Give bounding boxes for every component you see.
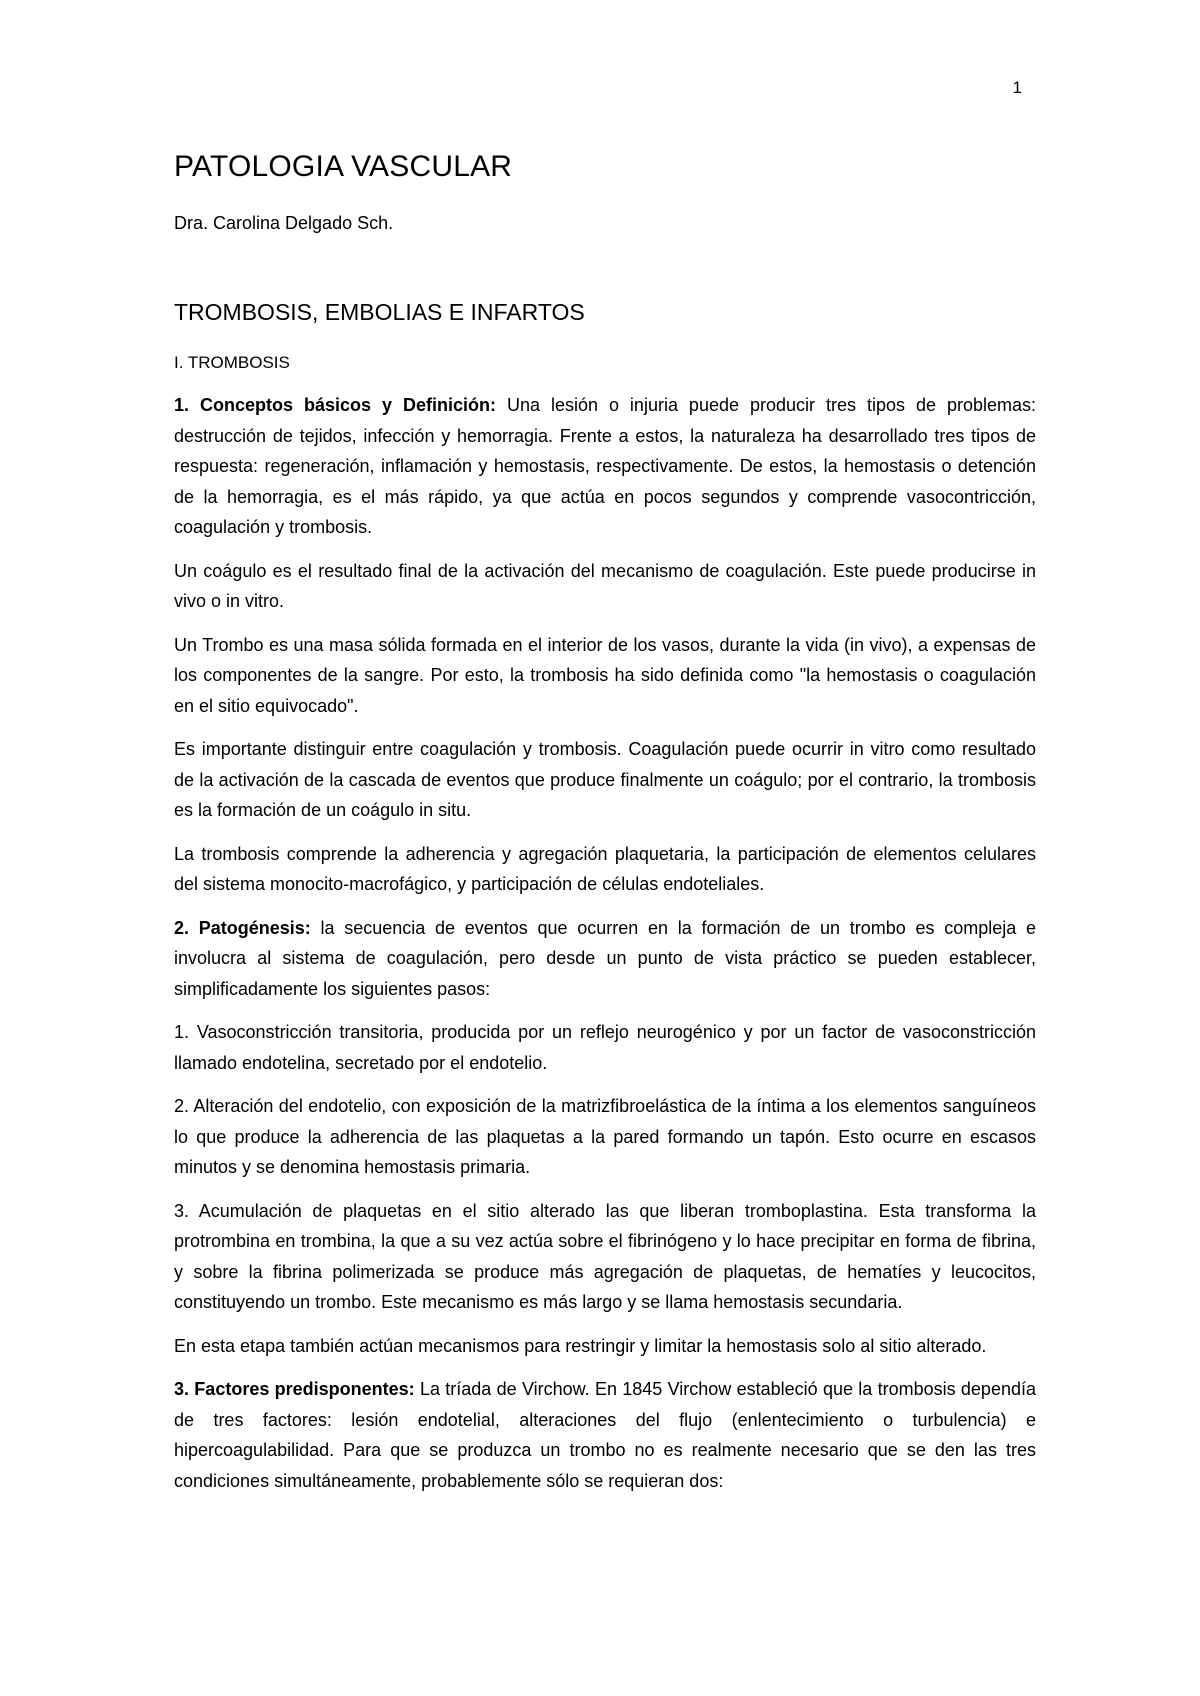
paragraph — [174, 630, 1036, 722]
page-number: 1 — [1012, 78, 1022, 97]
paragraph — [174, 1017, 1036, 1078]
subsection-title: I. TROMBOSIS — [174, 353, 290, 372]
paragraph — [174, 913, 1036, 1005]
paragraph — [174, 734, 1036, 826]
paragraph — [174, 390, 1036, 543]
paragraph-text: Un coágulo es el resultado final de la activación del mecanismo de coagulación. Este puede producirse in vivo o in vitro. — [174, 560, 1036, 611]
paragraph-text: En esta etapa también actúan mecanismos para restringir y limitar la hemostasis solo al sitio alterado. — [174, 1335, 987, 1356]
paragraph — [174, 839, 1036, 900]
section-title: TROMBOSIS, EMBOLIAS E INFARTOS — [174, 299, 585, 325]
paragraph — [174, 1331, 1036, 1362]
document-title: PATOLOGIA VASCULAR — [174, 150, 513, 183]
paragraph-text: 3. Acumulación de plaquetas en el sitio alterado las que liberan tromboplastina. Esta transforma la protrombina en trombina, la que a su vez actúa sobre el fibrinógeno y lo hace precipitar en forma de fibrina, y sobre la fibrina polimerizada se produce más agregación de plaquetas, de hematíes y leucocitos, constituyendo un trombo. Este mecanismo es más largo y se llama hemostasis secundaria. — [174, 1200, 1036, 1312]
paragraph — [174, 1196, 1036, 1318]
paragraph-text: Un Trombo es una masa sólida formada en el interior de los vasos, durante la vida (in vivo), a expensas de los componentes de la sangre. Por esto, la trombosis ha sido definida como "la hemostasis o coagulación en el sitio equivocado". — [174, 634, 1036, 716]
paragraph-text: Una lesión o injuria puede producir tres tipos de problemas: destrucción de tejidos, infección y hemorragia. Frente a estos, la naturaleza ha desarrollado tres tipos de respuesta: regeneración, inflamación y hemostasis, respectivamente. De estos, la hemostasis o detención de la hemorragia, es el más rápido, ya que actúa en pocos segundos y comprende vasocontricción, coagulación y trombosis. — [174, 395, 1036, 537]
paragraph-text: Es importante distinguir entre coagulación y trombosis. Coagulación puede ocurrir in vitro como resultado de la activación de la cascada de eventos que produce finalmente un coágulo; por el contrario, la trombosis es la formación de un coágulo in situ. — [174, 739, 1036, 820]
paragraph — [174, 1374, 1036, 1496]
paragraph-lead: 1. Conceptos básicos y Definición: — [174, 395, 496, 415]
paragraph — [174, 1091, 1036, 1183]
author-line: Dra. Carolina Delgado Sch. — [174, 213, 394, 233]
paragraph-lead: 2. Patogénesis: — [174, 917, 311, 938]
paragraph-text: la secuencia de eventos que ocurren en la formación de un trombo es compleja e involucra al sistema de coagulación, pero desde un punto de vista práctico se pueden establecer, simplificadamente los siguientes pasos: — [174, 917, 1037, 999]
paragraph-text: 1. Vasoconstricción transitoria, producida por un reflejo neurogénico y por un factor de vasoconstricción llamado endotelina, secretado por el endotelio. — [174, 1022, 1036, 1073]
paragraph-lead: 3. Factores predisponentes: — [174, 1379, 415, 1399]
paragraph — [174, 556, 1036, 617]
paragraph-text: 2. Alteración del endotelio, con exposición de la matrizfibroelástica de la íntima a los elementos sanguíneos lo que produce la adherencia de las plaquetas a la pared formando un tapón. Esto ocurre en escasos minutos y se denomina hemostasis primaria. — [174, 1096, 1036, 1177]
paragraph-text: La trombosis comprende la adherencia y agregación plaquetaria, la participación de elementos celulares del sistema monocito-macrofágico, y participación de células endoteliales. — [174, 843, 1036, 894]
paragraph-text: La tríada de Virchow. En 1845 Virchow estableció que la trombosis dependía de tres factores: lesión endotelial, alteraciones del flujo (enlentecimiento o turbulencia) e hipercoagulabilidad. Para que se produzca un trombo no es realmente necesario que se den las tres condiciones simultáneamente, probablemente sólo se requieran dos: — [174, 1379, 1036, 1491]
document-body — [174, 148, 1036, 1496]
